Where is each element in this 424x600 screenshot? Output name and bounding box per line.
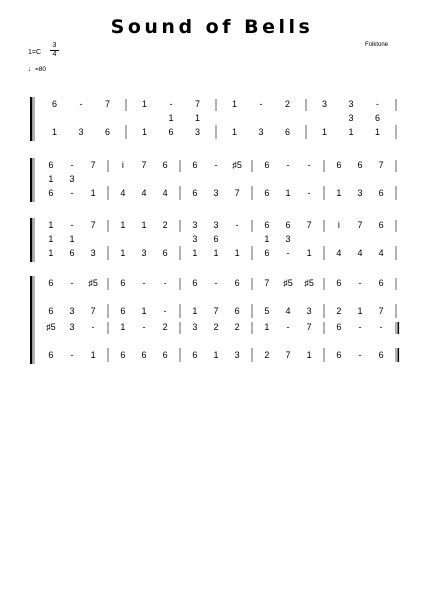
system-brace: [30, 320, 32, 364]
note: 6: [374, 113, 380, 123]
note: -: [79, 99, 83, 109]
note: 6: [48, 160, 54, 170]
note: 1: [336, 188, 342, 198]
note: 1: [232, 99, 238, 109]
note: ♯5: [46, 322, 56, 332]
note: 6: [52, 99, 58, 109]
note: 6: [168, 127, 174, 137]
note: ♯5: [304, 278, 314, 288]
note: 1: [232, 127, 238, 137]
note: 6: [120, 306, 126, 316]
note: 3: [258, 127, 264, 137]
note: 6: [48, 350, 54, 360]
note: 2: [162, 220, 168, 230]
note: 3: [141, 248, 147, 258]
note: 1: [348, 127, 354, 137]
note: 3: [213, 188, 219, 198]
note: 1: [120, 248, 126, 258]
note: 6: [141, 350, 147, 360]
note: -: [214, 160, 218, 170]
note: 1: [213, 350, 219, 360]
note: ♯5: [88, 278, 98, 288]
note: 1: [194, 113, 200, 123]
note: 6: [192, 278, 198, 288]
note: 6: [284, 127, 290, 137]
note: -: [142, 278, 146, 288]
note: 1: [69, 234, 75, 244]
note: 6: [264, 188, 270, 198]
note: 3: [69, 306, 75, 316]
note: 1: [264, 322, 270, 332]
note: 1: [141, 306, 147, 316]
note: 1: [90, 188, 96, 198]
note: 3: [192, 234, 198, 244]
note: 4: [336, 248, 342, 258]
system-brace: [30, 218, 32, 262]
note: 1: [322, 127, 328, 137]
note: 6: [378, 278, 384, 288]
note: 6: [162, 160, 168, 170]
note: -: [358, 350, 362, 360]
note: -: [286, 248, 290, 258]
note: 6: [48, 306, 54, 316]
system-brace: [30, 276, 32, 320]
note: 3: [348, 99, 354, 109]
note: i: [337, 220, 340, 230]
note: 1: [192, 248, 198, 258]
note: 4: [357, 248, 363, 258]
note: -: [142, 322, 146, 332]
note: 7: [306, 322, 312, 332]
score-title: Sound of Bells: [110, 16, 314, 38]
note: -: [70, 278, 74, 288]
note: 7: [378, 306, 384, 316]
note: i: [121, 160, 124, 170]
note: 6: [234, 278, 240, 288]
note: 2: [264, 350, 270, 360]
note: 7: [90, 306, 96, 316]
note: 1: [120, 220, 126, 230]
meter-bottom: 4: [50, 50, 59, 59]
note: 6: [234, 306, 240, 316]
note: 3: [69, 322, 75, 332]
note: 3: [357, 188, 363, 198]
note: 2: [234, 322, 240, 332]
tempo-value: =80: [35, 66, 47, 73]
note: 1: [142, 127, 148, 137]
note: 6: [120, 278, 126, 288]
note: 6: [336, 160, 342, 170]
note: 7: [285, 350, 291, 360]
note: 7: [306, 220, 312, 230]
quarter-note-icon: ♩: [28, 66, 35, 73]
note: 3: [285, 234, 291, 244]
note: 2: [162, 322, 168, 332]
note: 6: [192, 188, 198, 198]
note: 3: [90, 248, 96, 258]
note: 1: [192, 306, 198, 316]
note: 1: [306, 350, 312, 360]
note: 3: [194, 127, 200, 137]
system-brace: [30, 158, 32, 202]
note: -: [286, 322, 290, 332]
note: 3: [213, 220, 219, 230]
note: 1: [90, 350, 96, 360]
note: 1: [48, 234, 54, 244]
note: -: [259, 99, 263, 109]
note: 6: [264, 248, 270, 258]
note: 1: [48, 220, 54, 230]
note: 6: [336, 322, 342, 332]
note: 6: [378, 188, 384, 198]
note: 3: [69, 174, 75, 184]
meter-top: 3: [52, 42, 57, 49]
note: ♯5: [283, 278, 293, 288]
final-barline: [398, 348, 400, 362]
note: -: [169, 99, 173, 109]
system-brace: [30, 97, 32, 141]
note: 7: [357, 220, 363, 230]
note: -: [70, 350, 74, 360]
note: 6: [162, 350, 168, 360]
note: 7: [90, 160, 96, 170]
note: 1: [52, 127, 58, 137]
note: 6: [192, 160, 198, 170]
note: 7: [90, 220, 96, 230]
note: 3: [306, 306, 312, 316]
note: 7: [141, 160, 147, 170]
note: 1: [142, 99, 148, 109]
note: 4: [378, 248, 384, 258]
note: 1: [168, 113, 174, 123]
note: -: [307, 188, 311, 198]
note: 6: [104, 127, 110, 137]
note: -: [91, 322, 95, 332]
note: 6: [213, 234, 219, 244]
note: -: [379, 322, 383, 332]
note: 6: [48, 278, 54, 288]
note: 6: [264, 220, 270, 230]
note: 6: [285, 220, 291, 230]
note: 1: [48, 248, 54, 258]
note: 3: [78, 127, 84, 137]
note: -: [307, 160, 311, 170]
note: 6: [336, 278, 342, 288]
note: -: [163, 306, 167, 316]
note: -: [70, 188, 74, 198]
note: -: [375, 99, 379, 109]
composer-label: Folktone: [364, 42, 388, 48]
note: -: [163, 278, 167, 288]
key-signature: 1=C: [28, 49, 42, 56]
note: 1: [357, 306, 363, 316]
note: 2: [213, 322, 219, 332]
note: 6: [192, 350, 198, 360]
note: 4: [285, 306, 291, 316]
note: 1: [120, 322, 126, 332]
note: -: [70, 160, 74, 170]
note: ♯5: [232, 160, 242, 170]
note: 1: [374, 127, 380, 137]
note: 1: [264, 234, 270, 244]
note: 4: [120, 188, 126, 198]
note: -: [358, 322, 362, 332]
note: 6: [378, 220, 384, 230]
note: 6: [357, 160, 363, 170]
note: -: [70, 220, 74, 230]
note: 1: [213, 248, 219, 258]
note: 7: [234, 188, 240, 198]
note: 6: [69, 248, 75, 258]
note: 1: [234, 248, 240, 258]
note: 1: [48, 174, 54, 184]
note: 7: [264, 278, 270, 288]
note: 4: [141, 188, 147, 198]
note: 7: [194, 99, 200, 109]
note: 2: [284, 99, 290, 109]
note: -: [358, 278, 362, 288]
note: 6: [378, 350, 384, 360]
note: -: [235, 220, 239, 230]
note: 1: [285, 188, 291, 198]
note: 6: [162, 248, 168, 258]
note: 7: [378, 160, 384, 170]
note: 5: [264, 306, 270, 316]
note: 3: [192, 322, 198, 332]
note: 1: [141, 220, 147, 230]
note: 6: [120, 350, 126, 360]
note: 4: [162, 188, 168, 198]
note: 3: [192, 220, 198, 230]
note: 2: [336, 306, 342, 316]
note: 1: [306, 248, 312, 258]
note: 6: [336, 350, 342, 360]
note: 3: [348, 113, 354, 123]
note: 6: [264, 160, 270, 170]
note: -: [214, 278, 218, 288]
note: -: [286, 160, 290, 170]
note: 6: [48, 188, 54, 198]
note: 7: [213, 306, 219, 316]
note: 3: [322, 99, 328, 109]
note: 3: [234, 350, 240, 360]
note: 7: [104, 99, 110, 109]
final-barline: [398, 322, 400, 334]
